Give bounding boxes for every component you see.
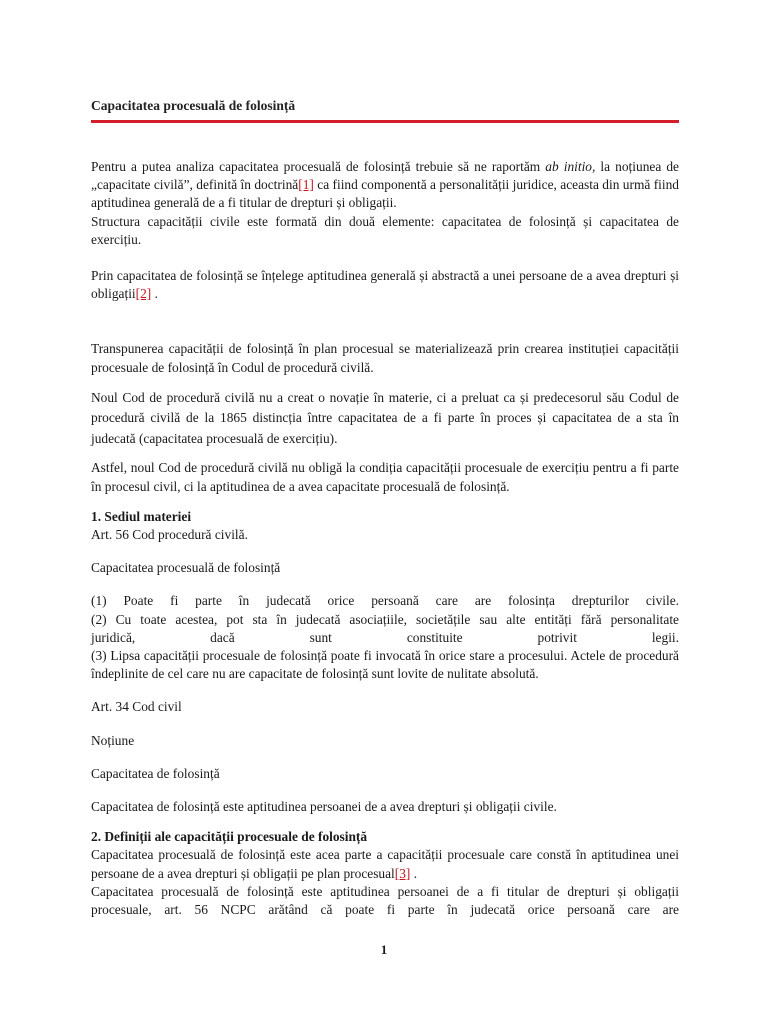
definition-paragraph-1 <box>91 846 679 882</box>
definition-paragraph-2: Capacitatea procesuală de folosință este aptitudinea persoanei de a fi titular de drepturi și obligații procesuale, art. 56 NCPC arătând că poate fi parte în judecată orice persoană care are <box>91 883 679 917</box>
article-subtitle: Capacitatea procesuală de folosință <box>91 560 281 576</box>
paragraph-thus: Astfel, noul Cod de procedură civilă nu obligă la condiția capacității procesuale de exercițiu pentru a fi parte în procesul civil, ci la aptitudinea de a avea capacitate procesuală de folosință. <box>91 460 679 494</box>
italic-phrase: ab initio, <box>545 159 596 174</box>
capacity-subtitle: Capacitatea de folosință <box>91 765 220 781</box>
article-item-2a: (2) Cu toate acestea, pot sta în judecată asociațiile, societățile sau alte entități fără personalitate <box>91 611 679 627</box>
article-reference: Art. 56 Cod procedură civilă. <box>91 526 248 542</box>
title-underline-rule <box>91 120 679 123</box>
paragraph-text: . <box>151 286 158 302</box>
paragraph-intro <box>91 158 679 213</box>
page-title: Capacitatea procesuală de folosință <box>91 98 296 113</box>
capacity-definition: Capacitatea de folosință este aptitudinea persoanei de a avea drepturi și obligații civile. <box>91 798 557 814</box>
paragraph-text: Pentru a putea analiza capacitatea procesuală de folosință trebuie să ne raportăm <box>91 159 546 174</box>
civil-code-article: Art. 34 Cod civil <box>91 699 182 715</box>
paragraph-transposition: Transpunerea capacității de folosință în plan procesual se materializează prin crearea instituției capacității procesuale de folosință în Codul de procedură civilă. <box>91 341 679 375</box>
paragraph-text: Prin capacitatea de folosință se înțelege aptitudinea generală și abstractă a unei persoane de a avea drepturi și obligații <box>91 268 679 302</box>
article-item-2b: juridică, dacă sunt constituite potrivit legii. <box>91 629 679 645</box>
article-item-1: (1) Poate fi parte în judecată orice persoană care are folosința drepturilor civile. <box>91 593 679 609</box>
section-heading-2: 2. Definiții ale capacității procesuale de folosință <box>91 829 368 845</box>
footnote-link-3[interactable]: [3] <box>394 865 411 881</box>
paragraph-structure: Structura capacității civile este formată din două elemente: capacitatea de folosință și capacitatea de exercițiu. <box>91 213 679 247</box>
article-item-3: (3) Lipsa capacității procesuale de folosință poate fi invocată în orice stare a procesului. Actele de procedură îndeplinite de cel care nu are capacitate de folosință sunt lovite de nulitate absolută. <box>91 647 679 682</box>
paragraph-new-code: Noul Cod de procedură civilă nu a creat o novație în materie, ci a preluat ca și predecesorul său Codul de procedură civilă de la 1865 distincția între capacitatea de a fi parte în proces și capacitatea de a sta în judecată (capacitatea procesuală de exercițiu). <box>91 389 679 446</box>
section-heading-1: 1. Sediul materiei <box>91 508 192 524</box>
paragraph-text: Capacitatea procesuală de folosință este acea parte a capacității procesuale care constă în aptitudinea unei persoane de a avea drepturi și obligații pe plan procesual <box>91 847 679 881</box>
paragraph-text: la noțiunea de „capacitate civilă”, definită în doctrină <box>91 159 679 193</box>
paragraph-definition <box>91 267 679 303</box>
footnote-link-1[interactable]: [1] <box>298 177 314 193</box>
paragraph-text: . <box>410 865 418 881</box>
paragraph-text: ca fiind componentă a personalității juridice, aceasta din urmă fiind aptitudinea generală de a fi titular de drepturi și obligații. <box>91 177 679 211</box>
notion-label: Noțiune <box>91 732 135 748</box>
footnote-link-2[interactable]: [2] <box>135 286 152 302</box>
document-body <box>91 158 679 919</box>
page-number: 1 <box>380 943 388 957</box>
